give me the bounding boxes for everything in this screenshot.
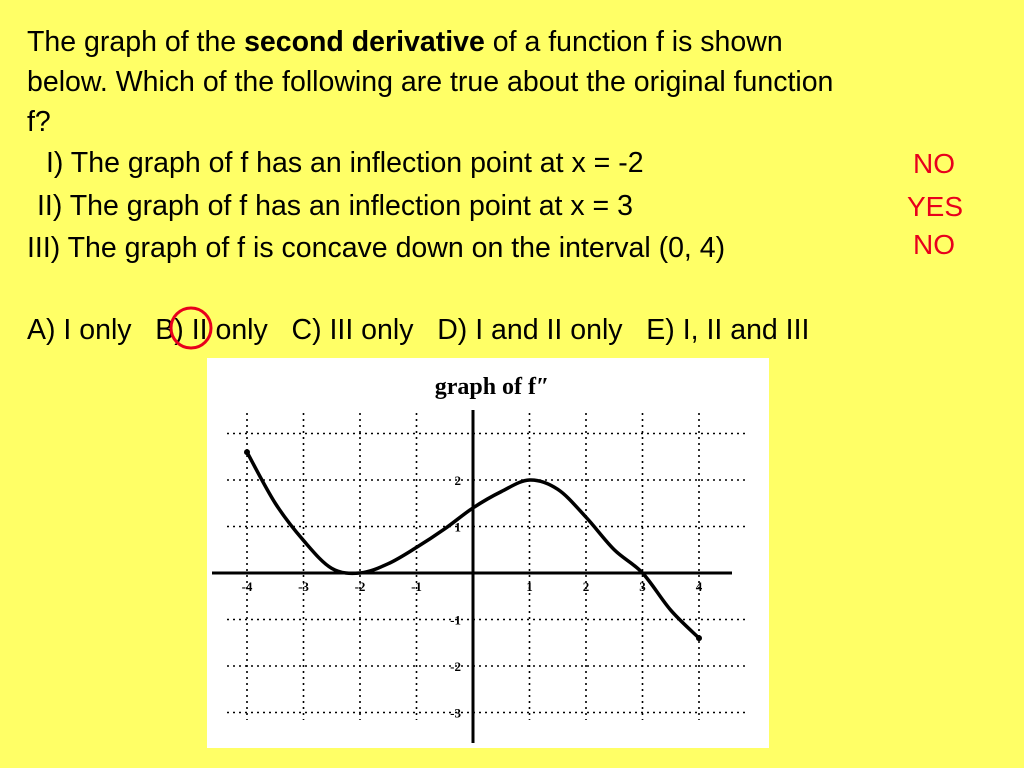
statement-1: I) The graph of f has an inflection point at x = -2 (46, 147, 644, 179)
x-tick-label: -3 (298, 579, 309, 594)
question-line-1-start: The graph of the (27, 26, 245, 58)
answer-statement-1: NO (913, 148, 955, 179)
y-tick-label: -2 (450, 659, 461, 674)
answer-statement-2: YES (907, 191, 964, 222)
question-line-1-end: of a function f is shown (484, 26, 783, 58)
y-tick-label: 2 (454, 473, 461, 488)
x-tick-label: -4 (241, 579, 253, 594)
x-tick-label: 4 (695, 579, 703, 594)
curve-end-point (696, 635, 702, 641)
x-tick-label: -1 (411, 579, 422, 594)
x-tick-label: 3 (639, 579, 646, 594)
chart-title: graph of f″ (434, 374, 550, 400)
graph-panel (207, 358, 769, 748)
y-tick-label: 1 (454, 519, 461, 535)
statement-2: II) The graph of f has an inflection point at x = 3 (37, 190, 633, 222)
y-tick-label: -1 (450, 612, 461, 628)
second-derivative-chart (207, 358, 769, 748)
curve-start-point (244, 449, 250, 455)
answer-statement-3: NO (913, 229, 955, 260)
answer-choices: A) I only B) II only C) III only D) I and II only E) I, II and III (27, 314, 810, 346)
question-line-1 (27, 22, 783, 62)
x-tick-label: -2 (354, 579, 366, 594)
x-tick-label: 2 (582, 579, 590, 594)
question-line-2: below. Which of the following are true about the original function (27, 66, 834, 98)
statement-3: III) The graph of f is concave down on the interval (0, 4) (27, 232, 726, 264)
question-line-3: f? (27, 106, 51, 138)
question-emphasis: second derivative (244, 26, 485, 58)
x-tick-label: 1 (526, 579, 533, 594)
y-tick-label: -3 (450, 705, 461, 721)
